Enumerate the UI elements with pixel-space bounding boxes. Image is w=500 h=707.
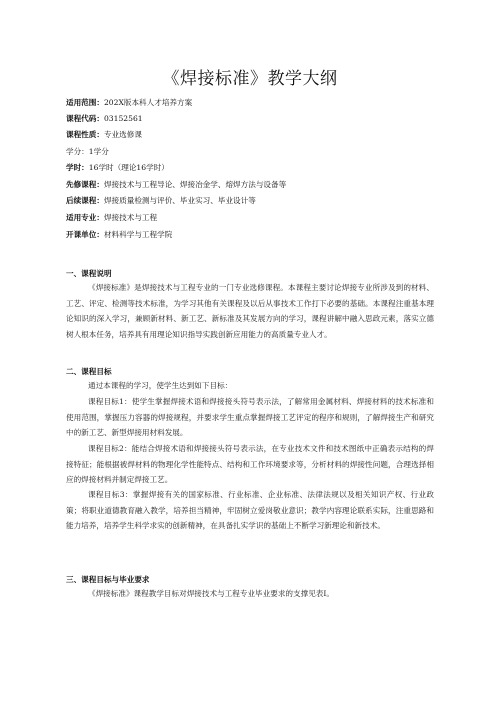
meta-label: 后续课程： (66, 196, 104, 205)
section-heading-1: 一、课程说明 (66, 269, 112, 278)
meta-label: 适用范围： (66, 98, 104, 107)
meta-value: 焊接技术与工程导论、焊接冶金学、熔焊方法与设备等 (103, 180, 287, 189)
meta-value: 03152561 (103, 114, 143, 123)
meta-department (66, 230, 172, 240)
objective-1-paragraph: 课程目标1：使学生掌握焊接术语和焊接接头符号表示法，了解常用金属材料、焊接材料的技术标准和使用范围，掌握压力容器的焊接规程，并要求学生重点掌握焊接工艺评定的程序和规则，了解焊接生产和研究中的新工艺、新型焊接用材料发展。 (66, 397, 434, 437)
section-3-paragraph: 《焊接标准》课程教学目标对焊接技术与工程专业毕业要求的支撑见表Ⅰ。 (88, 589, 334, 598)
objective-3-paragraph: 课程目标3：掌握焊接有关的国家标准、行业标准、企业标准、法律法规以及相关知识产权、行业政策；将职业道德教育融入教学，培养担当精神，牢固树立爱岗敬业意识；教学内容理论联系实际，注重思路和能力培养，培养学生科学求实的创新精神，在具备扎实学识的基础上不断学习新理论和新技术。 (66, 490, 434, 530)
meta-value: 202X版本科人才培养方案 (103, 98, 193, 107)
meta-value: 学分：1学分 (66, 147, 109, 156)
meta-credits (66, 147, 109, 157)
meta-label: 学时： (66, 163, 89, 172)
section-heading-3: 三、课程目标与毕业要求 (66, 575, 150, 584)
meta-course-nature (66, 130, 142, 140)
meta-course-code (66, 114, 143, 124)
meta-label: 适用专业： (66, 213, 104, 222)
meta-label: 先修课程： (66, 180, 104, 189)
meta-value: 焊接技术与工程 (103, 213, 158, 222)
section-2-intro: 通过本课程的学习，使学生达到如下目标： (88, 381, 233, 390)
meta-value: 16学时（理论16学时） (88, 163, 169, 172)
meta-label: 课程性质： (66, 130, 104, 139)
meta-value: 专业选修课 (103, 130, 142, 139)
meta-label: 开课单位： (66, 230, 104, 239)
meta-follow-up (66, 196, 256, 206)
meta-hours (66, 163, 169, 173)
meta-label: 课程代码： (66, 114, 104, 123)
meta-value: 材料科学与工程学院 (103, 230, 173, 239)
objective-2-paragraph: 课程目标2：能结合焊接术语和焊接接头符号表示法，在专业技术文件和技术图纸中正确表示结构的焊接特征；能根据被焊材料的物理化学性能特点、结构和工作环境要求等，分析材料的焊接性问题，合理选择相应的焊接材料并制定焊接工艺。 (66, 444, 434, 484)
section-heading-2: 二、课程目标 (66, 367, 112, 376)
meta-prerequisites (66, 180, 286, 190)
page-title: 《焊接标准》教学大纲 (162, 69, 338, 89)
meta-value: 焊接质量检测与评价、毕业实习、毕业设计等 (103, 196, 256, 205)
section-1-paragraph: 《焊接标准》是焊接技术与工程专业的一门专业选修课程。本课程主要讨论焊接专业所涉及到的材料、工艺、评定、检测等技术标准，为学习其他有关课程及以后从事技术工作打下必要的基础。本课程注重基本理论知识的深入学习，兼顾新材料、新工艺、新标准及其发展方向的学习，课程讲解中融入思政元素，落实立德树人根本任务，培养具有用理论知识指导实践创新应用能力的高质量专业人才。 (66, 283, 434, 339)
meta-scope (66, 98, 192, 108)
meta-major (66, 213, 157, 223)
